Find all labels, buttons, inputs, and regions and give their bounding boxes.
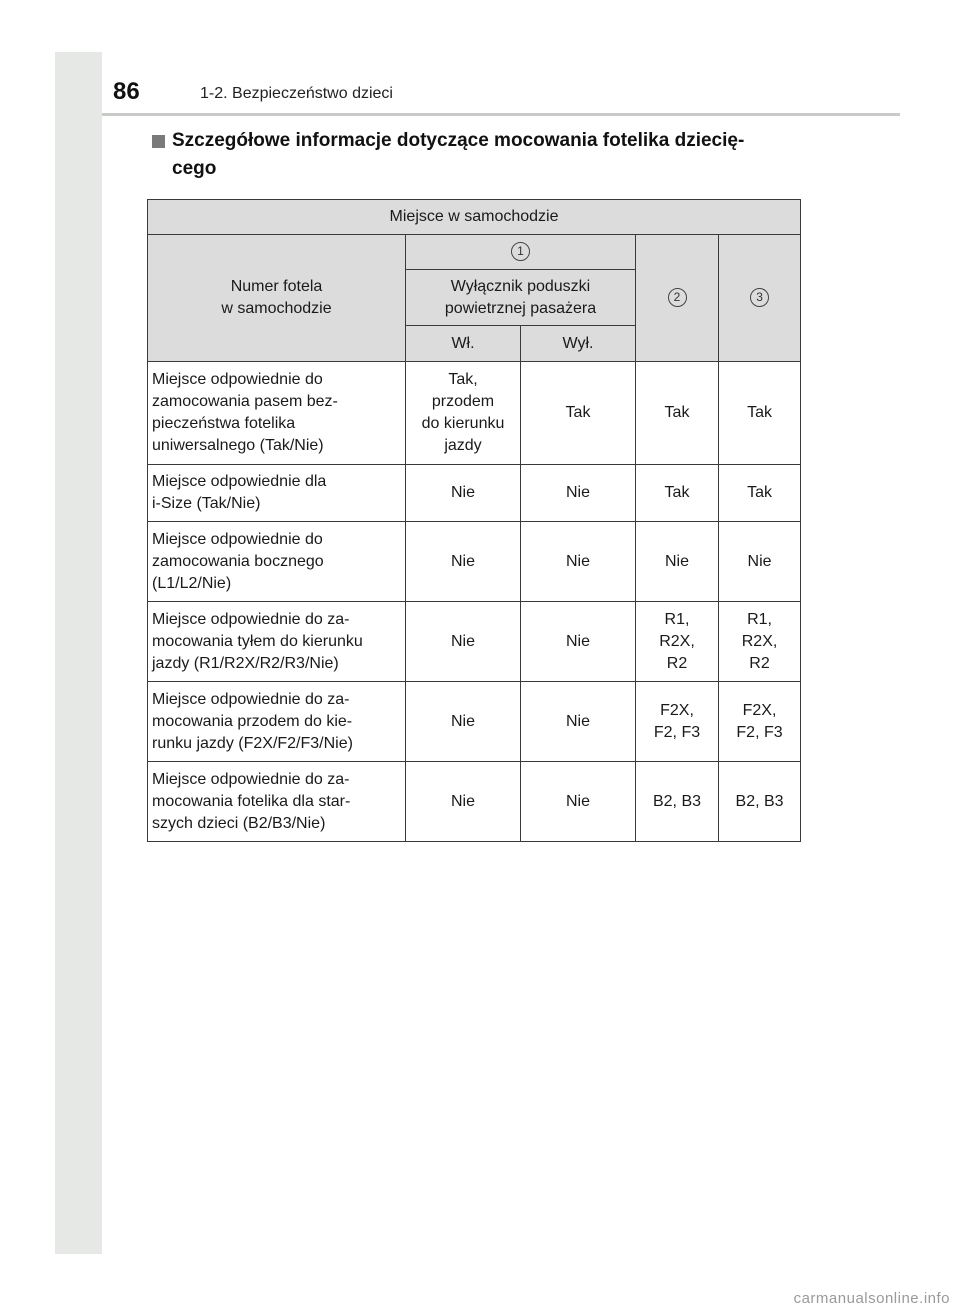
cell-off: Nie xyxy=(521,682,636,762)
cell-seat-2: Tak xyxy=(636,465,719,522)
header-rule xyxy=(102,113,900,116)
seat-2-header xyxy=(636,235,719,362)
table-row xyxy=(148,522,801,602)
seat-2-number: 2 xyxy=(668,288,687,307)
cell-seat-2: Nie xyxy=(636,522,719,602)
table-row xyxy=(148,762,801,842)
row-label: Miejsce odpowiednie do za- mocowania tyłem do kierunku jazdy (R1/R2X/R2/R3/Nie) xyxy=(148,602,406,682)
seat-1-number: 1 xyxy=(511,242,530,261)
heading-line-1: Szczegółowe informacje dotyczące mocowania fotelika dziecię- xyxy=(172,130,745,151)
seat-1-header xyxy=(406,235,636,270)
cell-on: Nie xyxy=(406,465,521,522)
cell-seat-2: R1, R2X, R2 xyxy=(636,602,719,682)
cell-seat-2: B2, B3 xyxy=(636,762,719,842)
row-label: Miejsce odpowiednie do za- mocowania przodem do kie- runku jazdy (F2X/F2/F3/Nie) xyxy=(148,682,406,762)
cell-on: Nie xyxy=(406,522,521,602)
table-top-header: Miejsce w samochodzie xyxy=(148,200,801,235)
row-label: Miejsce odpowiednie do za- mocowania fotelika dla star- szych dzieci (B2/B3/Nie) xyxy=(148,762,406,842)
row-label: Miejsce odpowiednie do zamocowania bocznego (L1/L2/Nie) xyxy=(148,522,406,602)
cell-on: Nie xyxy=(406,762,521,842)
table-row xyxy=(148,362,801,465)
page-number: 86 xyxy=(113,78,140,105)
page-margin-tab xyxy=(55,52,102,1254)
heading-line-2: cego xyxy=(172,158,217,179)
airbag-on-header: Wł. xyxy=(406,326,521,362)
cell-seat-3: F2X, F2, F3 xyxy=(719,682,801,762)
airbag-off-header: Wył. xyxy=(521,326,636,362)
seat-3-header xyxy=(719,235,801,362)
airbag-switch-header: Wyłącznik poduszki powietrznej pasażera xyxy=(406,270,636,326)
table-row xyxy=(148,602,801,682)
row-label: Miejsce odpowiednie do zamocowania pasem bez- pieczeństwa fotelika uniwersalnego (Tak/Nie) xyxy=(148,362,406,465)
cell-seat-2: F2X, F2, F3 xyxy=(636,682,719,762)
cell-seat-2: Tak xyxy=(636,362,719,465)
watermark-logo: carmanualsonline.info xyxy=(793,1290,950,1307)
cell-off: Nie xyxy=(521,762,636,842)
cell-seat-3: R1, R2X, R2 xyxy=(719,602,801,682)
cell-off: Nie xyxy=(521,465,636,522)
seat-3-number: 3 xyxy=(750,288,769,307)
table-row xyxy=(148,465,801,522)
cell-off: Nie xyxy=(521,522,636,602)
table-row xyxy=(148,682,801,762)
section-title: 1-2. Bezpieczeństwo dzieci xyxy=(200,85,393,102)
cell-off: Nie xyxy=(521,602,636,682)
cell-seat-3: Nie xyxy=(719,522,801,602)
cell-seat-3: Tak xyxy=(719,465,801,522)
row-label: Miejsce odpowiednie dla i-Size (Tak/Nie) xyxy=(148,465,406,522)
cell-on: Nie xyxy=(406,682,521,762)
cell-off: Tak xyxy=(521,362,636,465)
child-seat-table xyxy=(147,199,801,842)
cell-seat-3: B2, B3 xyxy=(719,762,801,842)
cell-seat-3: Tak xyxy=(719,362,801,465)
cell-on: Tak, przodem do kierunku jazdy xyxy=(406,362,521,465)
heading-bullet-icon xyxy=(152,135,165,148)
cell-on: Nie xyxy=(406,602,521,682)
seat-number-label: Numer fotela w samochodzie xyxy=(148,235,406,362)
